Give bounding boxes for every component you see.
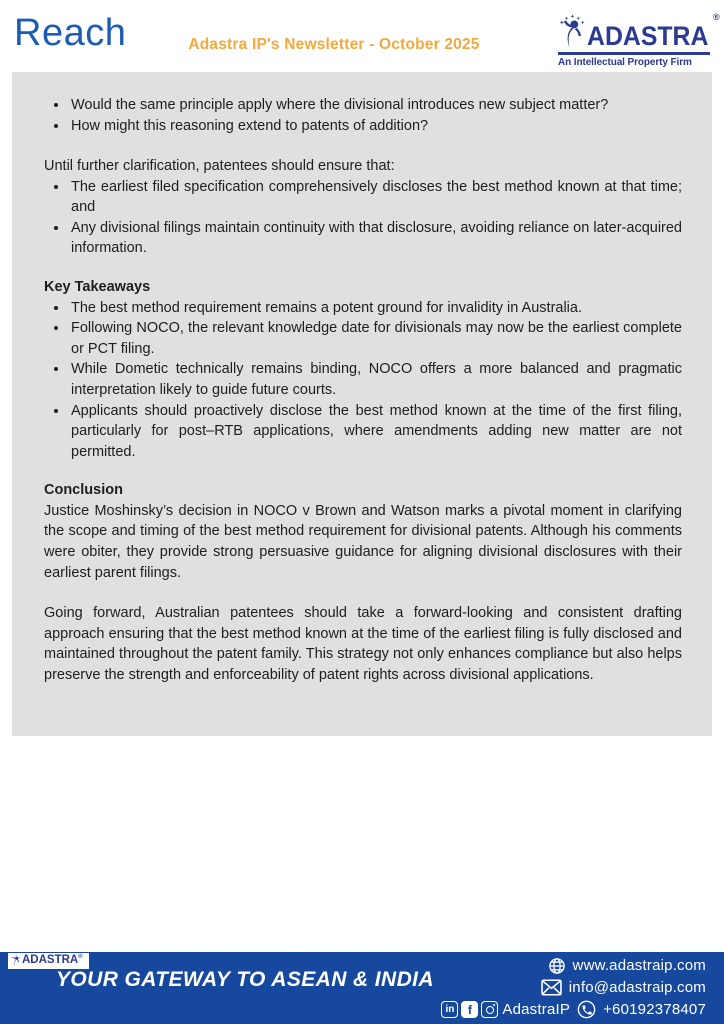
open-questions-list	[44, 95, 682, 136]
logo-divider	[558, 52, 710, 55]
email-row	[541, 977, 706, 998]
conclusion-paragraph-1: Justice Moshinsky’s decision in NOCO v Brown and Watson marks a pivotal moment in clarifying the scope and timing of the best method requirement for divisional patents. Although his comments were obiter, they provide strong persuasive guidance for aligning divisional disclosures with their earliest parent filings.	[44, 502, 682, 581]
footer-tagline: YOUR GATEWAY TO ASEAN & INDIA	[56, 968, 434, 991]
conclusion-paragraph-2: Going forward, Australian patentees should take a forward-looking and consistent drafting approach ensuring that the best method known at the time of the earliest filing is fully disclosed and maintained throughout the patent family. This strategy not only enhances compliance but also helps preserve the strength and enforceability of patent rights across divisional applications.	[44, 605, 682, 683]
adastra-figure-icon	[558, 12, 586, 50]
reach-masthead: Reach	[14, 12, 127, 54]
phone-icon	[577, 1000, 596, 1019]
bullet-item: • Would the same principle apply where the divisional introduces new subject matter?	[69, 95, 682, 116]
social-handle[interactable]: AdastraIP	[502, 1001, 571, 1018]
social-icons-group	[441, 1001, 498, 1018]
bullet-item: • Applicants should proactively disclose the best method known at the time of the first filing, particularly for post–RTB applications, where amendments adding new matter are not permitted.	[69, 401, 682, 463]
conclusion-heading: Conclusion	[44, 482, 123, 499]
globe-icon	[548, 957, 566, 975]
page-footer	[0, 952, 724, 1024]
footer-contact-block	[441, 955, 706, 1020]
website-link[interactable]: www.adastraip.com	[572, 957, 706, 974]
bullet-item: • Any divisional filings maintain continuity with that disclosure, avoiding reliance on later-acquired information.	[69, 218, 682, 259]
linkedin-icon[interactable]: in	[441, 1001, 458, 1018]
key-takeaways-heading: Key Takeaways	[44, 279, 151, 296]
page-header	[0, 0, 724, 72]
adastra-logo-row	[558, 12, 720, 51]
registered-trademark-icon: ®	[78, 954, 83, 960]
social-phone-row	[441, 999, 706, 1020]
newsletter-title: Adastra IP's Newsletter - October 2025	[188, 36, 480, 53]
bullet-item: • Following NOCO, the relevant knowledge date for divisionals may now be the earliest complete or PCT filing.	[69, 318, 682, 359]
key-takeaways-list	[44, 298, 682, 463]
registered-trademark-icon: ®	[713, 12, 720, 22]
ensure-list	[44, 177, 682, 259]
footer-adastra-badge	[8, 953, 89, 969]
article-body	[12, 72, 712, 736]
adastra-logo-text: ADASTRA	[587, 21, 709, 51]
facebook-icon[interactable]: f	[461, 1001, 478, 1018]
ensure-intro: Until further clarification, patentees should ensure that:	[44, 158, 395, 175]
website-row	[548, 955, 706, 976]
bullet-item: • While Dometic technically remains binding, NOCO offers a more balanced and pragmatic interpretation likely to guide future courts.	[69, 359, 682, 400]
instagram-icon[interactable]	[481, 1001, 498, 1018]
email-link[interactable]: info@adastraip.com	[568, 979, 706, 996]
bullet-item: • The best method requirement remains a potent ground for invalidity in Australia.	[69, 298, 682, 319]
bullet-item: • The earliest filed specification comprehensively discloses the best method known at that time; and	[69, 177, 682, 218]
adastra-logo	[558, 12, 720, 68]
mail-icon	[541, 979, 562, 996]
phone-number[interactable]: +60192378407	[603, 1001, 706, 1018]
adastra-figure-icon	[11, 954, 21, 967]
footer-badge-logo-text: ADASTRA	[22, 953, 79, 966]
bullet-item: • How might this reasoning extend to patents of addition?	[69, 116, 682, 137]
logo-tagline: An Intellectual Property Firm	[558, 57, 692, 68]
